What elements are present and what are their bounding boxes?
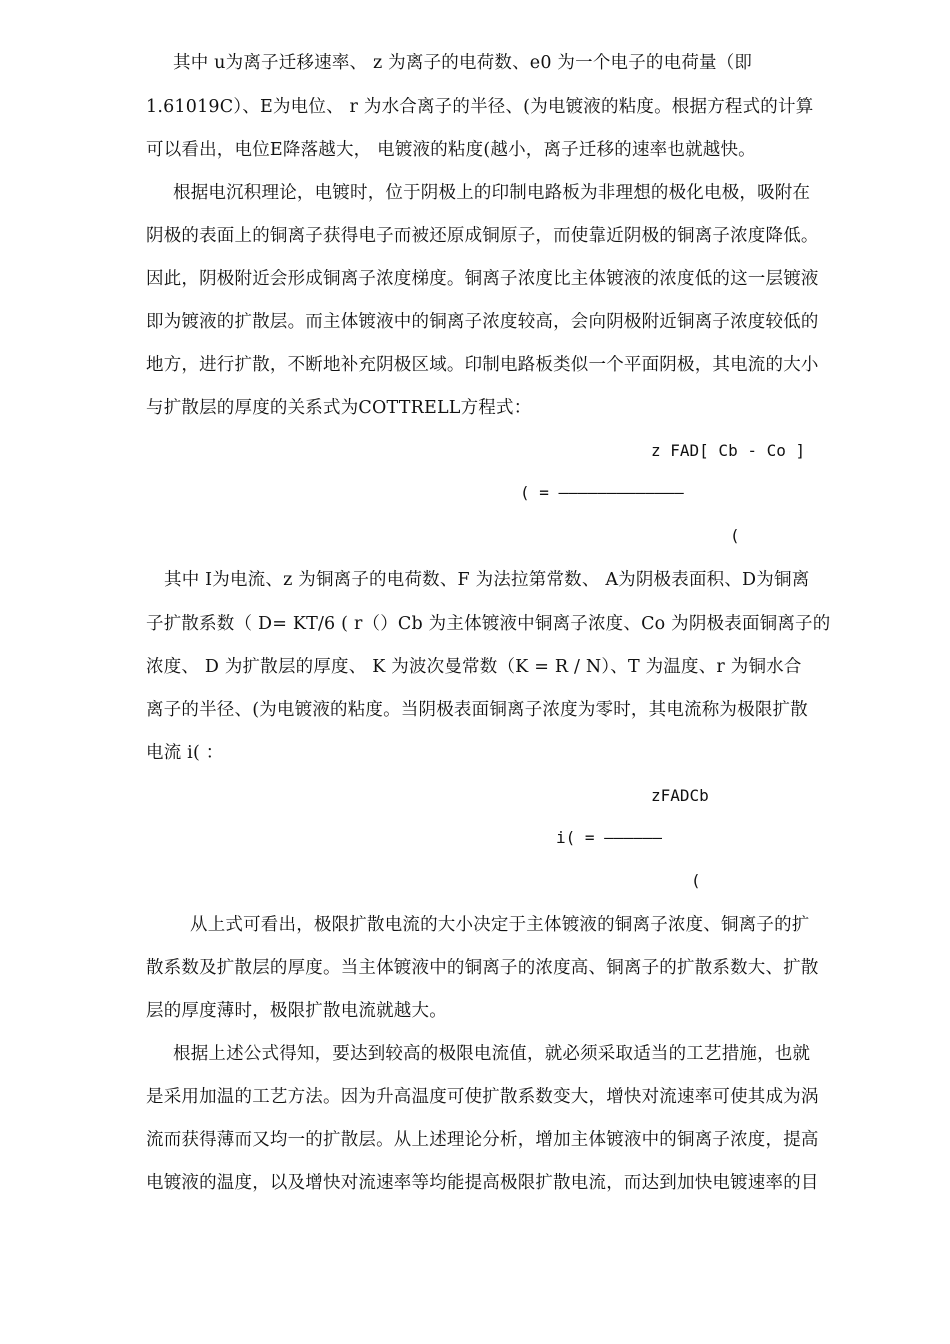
paragraph-2-line-3: 因此，阴极附近会形成铜离子浓度梯度。铜离子浓度比主体镀液的浓度低的这一层镀液	[146, 269, 819, 289]
paragraph-5-line-1: 根据上述公式得知，要达到较高的极限电流值，就必须采取适当的工艺措施，也就	[173, 1044, 811, 1064]
paragraph-1-line-3: 可以看出，电位E降落越大， 电镀液的粘度(越小，离子迁移的速率也就越快。	[146, 140, 756, 160]
paragraph-2-line-1: 根据电沉积理论，电镀时，位于阴极上的印制电路板为非理想的极化电极，吸附在	[173, 183, 811, 203]
formula-2-fraction-line: i( = ——————	[556, 828, 662, 847]
formula-1-numerator: z FAD[ Cb - Co ]	[651, 441, 806, 460]
paragraph-3-line-1: 其中 I为电流、z 为铜离子的电荷数、F 为法拉第常数、 A为阴极表面积、D为铜离	[164, 570, 810, 590]
paragraph-2-line-2: 阴极的表面上的铜离子获得电子而被还原成铜原子，而使靠近阴极的铜离子浓度降低。	[146, 226, 819, 246]
paragraph-1-line-1: 其中 u为离子迁移速率、 z 为离子的电荷数、e0 为一个电子的电荷量（即	[173, 53, 753, 73]
paragraph-1-line-2: 1.61019C）、E为电位、 r 为水合离子的半径、(为电镀液的粘度。根据方程式的计算	[146, 97, 814, 117]
paragraph-2-line-5: 地方，进行扩散，不断地补充阴极区域。印制电路板类似一个平面阴极，其电流的大小	[146, 355, 819, 375]
paragraph-4-line-2: 散系数及扩散层的厚度。当主体镀液中的铜离子的浓度高、铜离子的扩散系数大、扩散	[146, 958, 819, 978]
paragraph-2-line-6: 与扩散层的厚度的关系式为COTTRELL方程式：	[146, 398, 532, 418]
paragraph-3-line-4: 离子的半径、(为电镀液的粘度。当阴极表面铜离子浓度为零时，其电流称为极限扩散	[146, 700, 808, 720]
paragraph-5-line-2: 是采用加温的工艺方法。因为升高温度可使扩散系数变大，增快对流速率可使其成为涡	[146, 1087, 819, 1107]
paragraph-3-line-3: 浓度、 D 为扩散层的厚度、 K 为波次曼常数（K = R / N）、T 为温度、r 为铜水合	[146, 657, 802, 677]
paragraph-5-line-3: 流而获得薄而又均一的扩散层。从上述理论分析，增加主体镀液中的铜离子浓度，提高	[146, 1130, 819, 1150]
paragraph-3-line-5: 电流 i( ：	[146, 743, 224, 763]
formula-1-denominator: (	[730, 526, 740, 545]
paragraph-2-line-4: 即为镀液的扩散层。而主体镀液中的铜离子浓度较高，会向阴极附近铜离子浓度较低的	[146, 312, 819, 332]
paragraph-5-line-4: 电镀液的温度，以及增快对流速率等均能提高极限扩散电流，而达到加快电镀速率的目	[146, 1173, 819, 1193]
paragraph-3-line-2: 子扩散系数（ D= KT/6 ( r（）Cb 为主体镀液中铜离子浓度、Co 为阴极表面铜离子的	[146, 614, 831, 634]
paragraph-4-line-1: 从上式可看出，极限扩散电流的大小决定于主体镀液的铜离子浓度、铜离子的扩	[190, 915, 810, 935]
paragraph-4-line-3: 层的厚度薄时，极限扩散电流就越大。	[146, 1001, 447, 1021]
formula-2-numerator: zFADCb	[651, 786, 709, 805]
formula-2-denominator: (	[691, 871, 701, 890]
formula-1-fraction-line: ( = —————————————	[520, 483, 684, 502]
